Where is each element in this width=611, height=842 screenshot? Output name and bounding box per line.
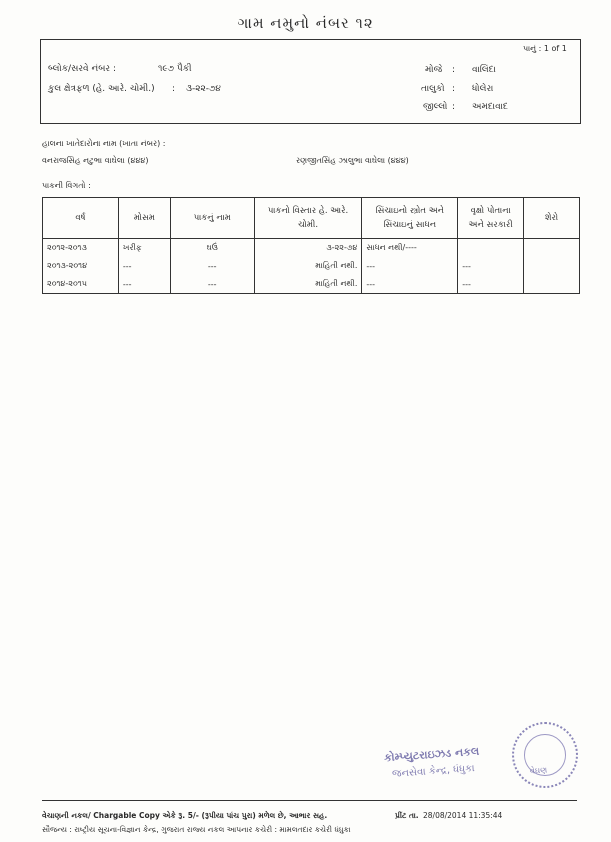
table-cell: ૨૦૧૨-૨૦૧૩	[43, 239, 119, 258]
document-title: ગામ નમુનો નંબર ૧૨	[237, 14, 374, 32]
crop-details-heading: પાકની વિગતો :	[42, 181, 91, 190]
page-number: પાનું : 1 of 1	[523, 44, 567, 53]
jansewa-kendra-stamp: જનસેવા કેન્દ્ર, ધંધુકા	[391, 763, 476, 780]
table-cell	[458, 239, 524, 258]
table-cell: ---	[170, 257, 254, 275]
table-cell	[524, 275, 580, 294]
table-cell: માહિતી નથી.	[254, 257, 362, 275]
column-header: પાકનું નામ	[170, 198, 254, 239]
survey-number-value: ૧૯૭ પૈકી	[158, 64, 192, 74]
footer-print-label: પ્રીંટ તા.	[395, 811, 419, 820]
footer-divider	[42, 800, 577, 801]
table-cell: ૨૦૧૩-૨૦૧૪	[43, 257, 119, 275]
table-cell: ૩-૨૨-૭૪	[254, 239, 362, 258]
footer-courtesy: સૌજન્ય : રાષ્ટ્રીય સૂચના-વિજ્ઞાન કેન્દ્ર, ગુજરાત રાજ્ય નકલ આપનાર કચેરી : મામલતદાર કચેરી ધંધુકા	[42, 825, 351, 834]
table-cell: ખરીફ	[118, 239, 170, 258]
taluka-label: તાલુકો	[421, 84, 445, 94]
table-cell: ---	[362, 257, 458, 275]
total-area-value: ૩-૨૨-૭૪	[186, 84, 221, 94]
crop-details-table	[42, 197, 580, 294]
table-row	[43, 275, 580, 294]
table-cell: ઘઉં	[170, 239, 254, 258]
seal-text: વેઘણ	[529, 765, 548, 776]
table-cell: ---	[458, 257, 524, 275]
table-cell: ---	[118, 275, 170, 294]
table-cell: ૨૦૧૪-૨૦૧૫	[43, 275, 119, 294]
column-header: પાકનો વિસ્તાર હે. આરે. ચોમી.	[254, 198, 362, 239]
table-cell: ---	[458, 275, 524, 294]
table-row	[43, 257, 580, 275]
footer-print-date: 28/08/2014 11:35:44	[423, 811, 503, 820]
district-value: અમદાવાદ	[472, 102, 508, 112]
table-header-row	[43, 198, 580, 239]
taluka-value: ધોલેરા	[472, 84, 494, 94]
column-header: મોસમ	[118, 198, 170, 239]
total-area-separator: :	[172, 84, 176, 94]
column-header: વૃક્ષો પોતાના અને સરકારી	[458, 198, 524, 239]
district-colon: :	[452, 102, 456, 112]
table-cell: માહિતી નથી.	[254, 275, 362, 294]
village-value: વાલિંદા	[472, 65, 496, 75]
table-cell: ---	[170, 275, 254, 294]
total-area-label: કુલ ક્ષેત્રફળ (હે. આરે. ચોમી.)	[48, 84, 155, 94]
village-label: મોજે	[425, 65, 443, 75]
table-row	[43, 239, 580, 258]
column-header: શેરો	[524, 198, 580, 239]
taluka-colon: :	[452, 84, 456, 94]
column-header: વર્ષ	[43, 198, 119, 239]
holders-heading: હાલના ખાતેદારોના નામ (ખાતા નંબર) :	[42, 139, 166, 148]
official-seal	[512, 722, 578, 788]
survey-number-label: બ્લોક/સરવે નંબર :	[48, 64, 116, 74]
column-header: સિંચાઇનો સ્ત્રોત અને સિંચાઇનું સાધન	[362, 198, 458, 239]
holder-name: રણજીતસિંહ ઝાલુભા વાઘેલા (૪૪૪)	[296, 156, 409, 165]
table-cell: ---	[118, 257, 170, 275]
table-cell	[524, 257, 580, 275]
holder-name: વનરાજસિંહ નટુભા વાઘેલા (૪૪૪)	[42, 156, 149, 165]
table-cell: સાધન નથી/----	[362, 239, 458, 258]
village-colon: :	[452, 65, 456, 75]
table-cell: ---	[362, 275, 458, 294]
district-label: જીલ્લો	[423, 102, 448, 112]
computerized-copy-stamp: કોમ્પ્યુટરાઇઝડ નકલ	[383, 744, 480, 765]
table-cell	[524, 239, 580, 258]
footer-copy-fee: વેચાણની નકલ/ Chargable Copy એકે રૂ. 5/- (રૂપીયા પાંચ પુરા) મળેલ છે, આભાર સહ.	[42, 811, 328, 820]
